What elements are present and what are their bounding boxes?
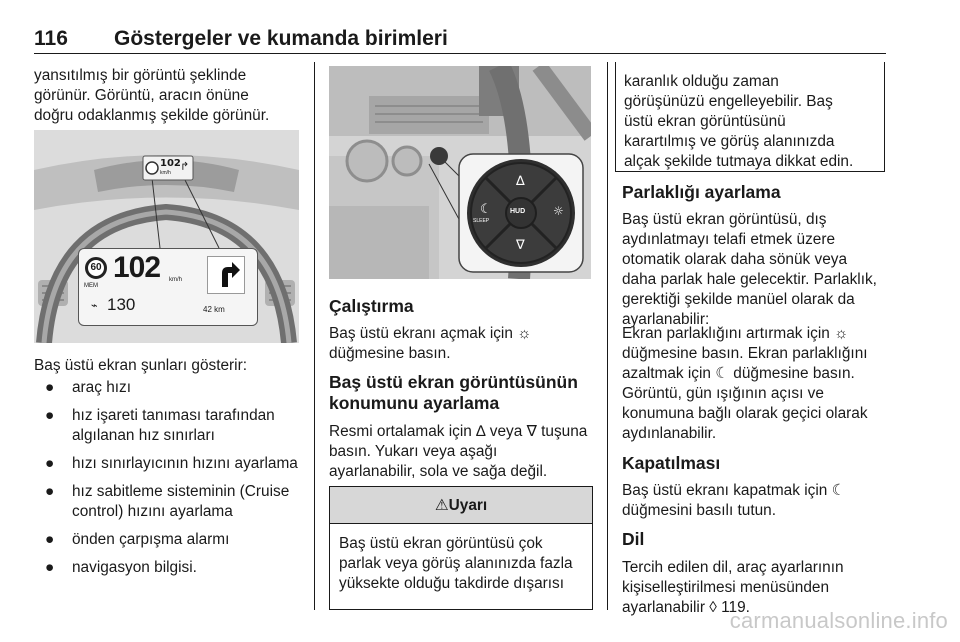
brightness-paragraph-2: Ekran parlaklığını artırmak için ☼ düğmesine basın. Ekran parlaklığını azaltmak için ☾ düğmesine basın. (622, 325, 868, 382)
speed-limit-sign-icon: 60 (85, 257, 107, 279)
moon-icon[interactable]: ☾ (480, 202, 492, 217)
section-operation-title: Çalıştırma (329, 296, 414, 316)
column-divider-1 (314, 62, 315, 610)
list-item: ● araç hızı (45, 379, 132, 396)
hud-small-speed: 102 (160, 158, 181, 169)
switch-off-text: Baş üstü ekranı kapatmak için ☾ düğmesini basılı tutun. (622, 482, 846, 519)
brightness-title: Parlaklığı ayarlama (622, 182, 781, 202)
speed-limiter-icon: ⌁ (91, 299, 98, 312)
section-operation-text: Baş üstü ekranı açmak için ☼ düğmesine basın. (329, 325, 532, 362)
language-text: Tercih edilen dil, araç ayarlarının kişiselleştirilmesi menüsünden ayarlanabilir ◊ 119. (622, 559, 844, 616)
warning-title: Uyarı (448, 497, 488, 514)
list-intro: Baş üstü ekran şunları gösterir: (34, 357, 248, 374)
language-title: Dil (622, 529, 645, 549)
hud-dashboard-illustration (34, 130, 299, 343)
hud-distance: 42 km (203, 305, 225, 314)
sleep-caption: SLEEP (473, 218, 490, 224)
list-item: ● hız sabitleme sisteminin (Cruise control) hızını ayarlama (45, 483, 290, 520)
hud-small-unit: km/h (160, 170, 171, 176)
down-arrow-button[interactable]: ∇ (516, 238, 525, 253)
warning-box (329, 486, 593, 610)
hud-limiter-value: 130 (107, 295, 136, 314)
hud-center-button[interactable]: HUD (510, 208, 526, 215)
warning-triangle-icon: ⚠ (434, 496, 449, 514)
page-number: 116 (34, 27, 68, 50)
switch-off-title: Kapatılması (622, 453, 721, 473)
hud-small-arrow-icon: ↱ (180, 160, 190, 173)
hud-speed-unit: km/h (169, 277, 183, 283)
list-item: ● hız işareti tanıması tarafından algılanan hız sınırları (45, 407, 275, 444)
hud-controls-illustration (329, 66, 591, 279)
list-item: ● hızı sınırlayıcının hızını ayarlama (45, 455, 298, 472)
up-arrow-button[interactable]: ∆ (516, 174, 525, 189)
list-item: ● navigasyon bilgisi. (45, 559, 197, 576)
warning-text: Baş üstü ekran görüntüsü çok parlak veya görüş alanınızda fazla yüksekte olduğu takdirde dışarısı (339, 535, 573, 592)
intro-paragraph: yansıtılmış bir görüntü şeklinde görünür. Görüntü, aracın önüne doğru odaklanmış şekilde görünür. (34, 67, 270, 124)
warning-box-continued: karanlık olduğu zaman görüşünüzü engelleyebilir. Baş üstü ekran görüntüsünü karartılmış ve görüş alanınızda alçak şekilde tutmaya dikkat edin. (615, 62, 885, 172)
brightness-paragraph-3: Görüntü, gün ışığının açısı ve konumuna bağlı olarak geçici olarak aydınlanabilir. (622, 385, 868, 442)
watermark: carmanualsonline.info (729, 608, 948, 633)
header-rule (34, 53, 886, 54)
navigation-arrow-icon (207, 256, 245, 294)
page-title: Göstergeler ve kumanda birimleri (114, 27, 448, 50)
hud-speed-value: 102 (113, 251, 161, 284)
hud-feature-list (34, 378, 302, 586)
hud-display-enlarged (78, 248, 258, 326)
sun-icon[interactable]: ☼ (553, 204, 564, 218)
column-divider-2 (607, 62, 608, 610)
section-position-title: Baş üstü ekran görüntüsünün konumunu ayarlama (329, 372, 578, 413)
list-item: ● önden çarpışma alarmı (45, 531, 230, 548)
brightness-paragraph-1: Baş üstü ekran görüntüsü, dış aydınlatmayı telafi etmek üzere otomatik olarak daha sönük veya daha parlak hale gelecektir. Parlaklık, gerektiği şekilde manüel olarak da ayarlanabilir: (622, 211, 877, 328)
warning-header (330, 487, 592, 524)
section-position-text: Resmi ortalamak için ∆ veya ∇ tuşuna basın. Yukarı veya aşağı ayarlanabilir, sola ve sağa değil. (329, 423, 588, 480)
speed-sign-caption: MEM (84, 283, 98, 289)
